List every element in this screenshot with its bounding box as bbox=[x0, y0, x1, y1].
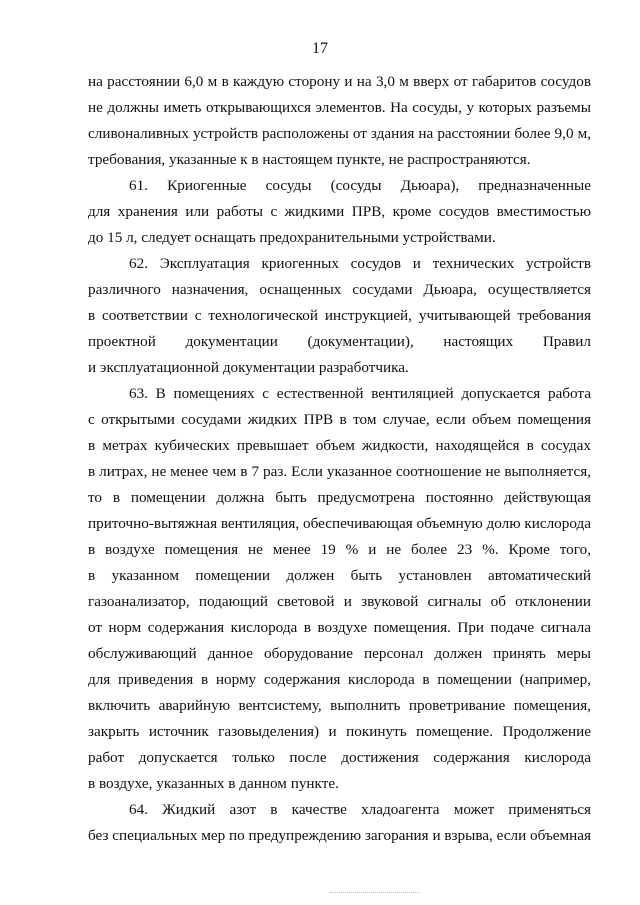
paragraph-64-line-0: 64. Жидкий азот в качестве хладоагента может применяться bbox=[129, 801, 591, 818]
paragraph-63-line-1: с открытыми сосудами жидких ПРВ в том случае, если объем помещения bbox=[88, 411, 591, 428]
paragraph-63-line-7: в указанном помещении должен быть установлен автоматический bbox=[88, 567, 591, 584]
paragraph-61-line-0: 61. Криогенные сосуды (сосуды Дьюара), предназначенные bbox=[129, 177, 591, 194]
paragraph-63-line-14: работ допускается только после достижения содержания кислорода bbox=[88, 749, 591, 766]
paragraph-63-line-4: то в помещении должна быть предусмотрена постоянно действующая bbox=[88, 489, 591, 506]
paragraph-63-line-9: от норм содержания кислорода в воздухе помещения. При подаче сигнала bbox=[88, 619, 591, 636]
paragraph-63-line-3: в литрах, не менее чем в 7 раз. Если указанное соотношение не выполняется, bbox=[88, 463, 591, 480]
paragraph-62-line-2: в соответствии с технологической инструкцией, учитывающей требования bbox=[88, 307, 591, 324]
paragraph-63-line-13: закрыть источник газовыделения) и покинуть помещение. Продолжение bbox=[88, 723, 591, 740]
paragraph-61-line-2: до 15 л, следует оснащать предохранительными устройствами. bbox=[88, 229, 496, 246]
paragraph-63-line-6: в воздухе помещения не менее 19 % и не более 23 %. Кроме того, bbox=[88, 541, 591, 558]
paragraph-62-line-0: 62. Эксплуатация криогенных сосудов и технических устройств bbox=[129, 255, 591, 272]
paragraph-62-line-1: различного назначения, оснащенных сосудами Дьюара, осуществляется bbox=[88, 281, 591, 298]
paragraph-0-line-3: требования, указанные к в настоящем пункте, не распространяются. bbox=[88, 151, 531, 168]
page-number: 17 bbox=[312, 40, 328, 57]
paragraph-63-line-10: обслуживающий данное оборудование персонал должен принять меры bbox=[88, 645, 591, 662]
paragraph-63-line-0: 63. В помещениях с естественной вентиляцией допускается работа bbox=[129, 385, 591, 402]
paragraph-63-line-15: в воздухе, указанных в данном пункте. bbox=[88, 775, 339, 792]
paragraph-63-line-12: включить аварийную вентсистему, выполнить проветривание помещения, bbox=[88, 697, 591, 714]
paragraph-63-line-11: для приведения в норму содержания кислорода в помещении (например, bbox=[88, 671, 591, 688]
paragraph-63-line-5: приточно-вытяжная вентиляция, обеспечивающая объемную долю кислорода bbox=[88, 515, 591, 532]
paragraph-63-line-8: газоанализатор, подающий световой и звуковой сигналы об отклонении bbox=[88, 593, 591, 610]
paragraph-62-line-3: проектной документации (документации), настоящих Правил bbox=[88, 333, 591, 350]
paragraph-63-line-2: в метрах кубических превышает объем жидкости, находящейся в сосудах bbox=[88, 437, 591, 454]
paragraph-0-line-1: не должны иметь открывающихся элементов. На сосуды, у которых разъемы bbox=[88, 99, 591, 116]
scan-artifact-mark bbox=[330, 892, 420, 899]
paragraph-0-line-2: сливоналивных устройств расположены от здания на расстоянии более 9,0 м, bbox=[88, 125, 591, 142]
paragraph-0-line-0: на расстоянии 6,0 м в каждую сторону и на 3,0 м вверх от габаритов сосудов bbox=[88, 73, 591, 90]
paragraph-61-line-1: для хранения или работы с жидкими ПРВ, кроме сосудов вместимостью bbox=[88, 203, 591, 220]
paragraph-64-line-1: без специальных мер по предупреждению загорания и взрыва, если объемная bbox=[88, 827, 592, 844]
paragraph-62-line-4: и эксплуатационной документации разработчика. bbox=[88, 359, 409, 376]
